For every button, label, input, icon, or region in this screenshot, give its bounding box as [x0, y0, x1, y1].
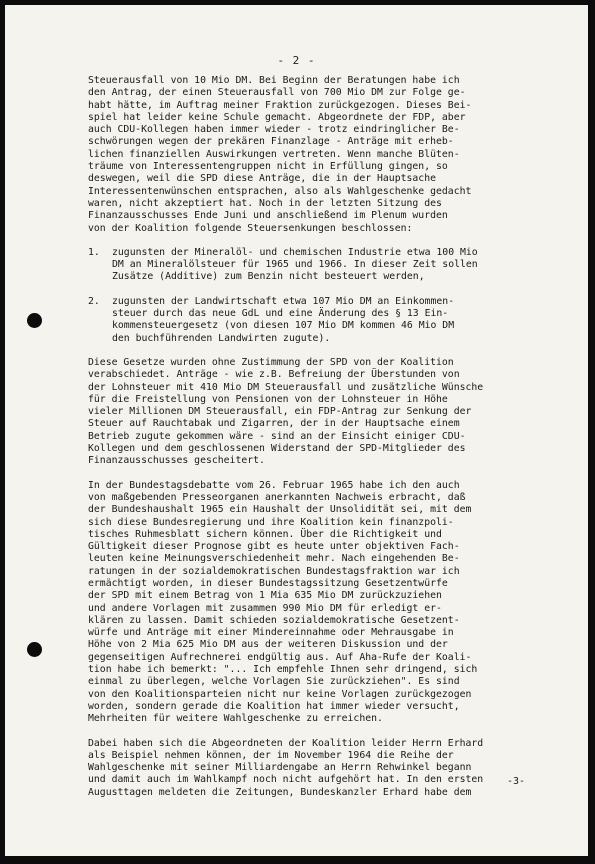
text-line: und andere Vorlagen mit zusammen 990 Mio DM für erledigt er-	[88, 602, 442, 614]
text-line: habt hätte, im Auftrag meiner Fraktion zurückgezogen. Dieses Bei-	[88, 99, 472, 111]
page-number: - 2 -	[277, 54, 316, 67]
text-line: Steuer auf Rauchtabak und Zigarren, der in der Hauptsache einem	[88, 418, 460, 430]
text-line: gegenseitigen Aufrechnerei endgültig aus. Auf Aha-Rufe der Koali-	[88, 651, 472, 663]
document-page	[5, 5, 588, 856]
text-line: Wahlgeschenke mit seiner Milliardengabe an Herrn Rehwinkel begann	[88, 762, 472, 774]
text-line: schwörungen wegen der prekären Finanzlage - Anträge mit erheb-	[88, 136, 454, 148]
list-item-text	[112, 247, 538, 284]
text-line: Zusätze (Additive) zum Benzin nicht besteuert werden,	[112, 271, 425, 283]
text-line: Kollegen und dem geschlossenen Widerstand der SPD-Mitglieder des	[88, 443, 466, 455]
numbered-list	[88, 247, 538, 345]
text-line: von der Koalition folgende Steuersenkungen beschlossen:	[88, 222, 413, 234]
next-page-reference: -3-	[506, 776, 525, 787]
text-line: Gültigkeit dieser Prognose gibt es heute unter objektiven Fach-	[88, 541, 460, 553]
text-line: Augusttagen meldeten die Zeitungen, Bundeskanzler Erhard habe dem	[88, 786, 472, 798]
text-line: ratungen in der sozialdemokratischen Bundestagsfraktion war ich	[88, 565, 460, 577]
text-line: verabschiedet. Anträge - wie z.B. Befreiung der Überstunden von	[88, 369, 460, 381]
text-line: kommensteuergesetz (von diesen 107 Mio DM kommen 46 Mio DM	[112, 320, 455, 332]
text-line: würfe und Anträge mit einer Mindereinnahme oder Mehrausgabe in	[88, 627, 454, 639]
punch-hole	[27, 642, 42, 657]
text-line: Finanzausschusses gescheitert.	[88, 455, 265, 467]
text-line: der SPD mit einem Betrag von 1 Mia 635 Mio DM zurückzuziehen	[88, 590, 442, 602]
text-line: lichen finanziellen Auswirkungen vertreten. Wenn manche Blüten-	[88, 148, 460, 160]
text-line: waren, nicht akzeptiert hat. Noch in der letzten Sitzung des	[88, 197, 442, 209]
paragraph	[88, 480, 538, 726]
text-line: steuer durch das neue GdL und eine Änderung des § 13 Ein-	[112, 308, 449, 320]
text-line: klären zu lassen. Damit schieden sozialdemokratische Gesetzent-	[88, 614, 460, 626]
text-line: auch CDU-Kollegen haben immer wieder - trotz eindringlicher Be-	[88, 124, 460, 136]
text-line: zugunsten der Landwirtschaft etwa 107 Mio DM an Einkommen-	[112, 295, 455, 307]
punch-hole	[27, 313, 42, 328]
list-item	[88, 247, 538, 284]
text-line: tion habe ich bemerkt: "... Ich empfehle Ihnen sehr dringend, sich	[88, 664, 478, 676]
text-line: vieler Millionen DM Steuerausfall, ein FDP-Antrag zur Senkung der	[88, 406, 472, 418]
text-line: Interessentenwünschen entsprachen, also als Wahlgeschenke gedacht	[88, 185, 472, 197]
text-line: einmal zu überlegen, welche Vorlagen Sie zurückziehen". Es sind	[88, 676, 460, 688]
list-item-text	[112, 296, 538, 345]
text-line: Mehrheiten für weitere Wahlgeschenke zu erreichen.	[88, 713, 383, 725]
text-line: von maßgebenden Presseorganen anerkannten Nachweis erbracht, daß	[88, 491, 466, 503]
text-line: Betrieb zugute gekommen wäre - sind an der Einsicht einiger CDU-	[88, 430, 466, 442]
text-line: von den Koalitionsparteien nicht nur keine Vorlagen zurückgezogen	[88, 688, 472, 700]
paragraph	[88, 738, 538, 799]
text-line: leuten keine Meinungsverschiedenheit mehr. Nach eingehenden Be-	[88, 553, 460, 565]
text-line: Dabei haben sich die Abgeordneten der Koalition leider Herrn Erhard	[88, 737, 484, 749]
text-line: zugunsten der Mineralöl- und chemischen Industrie etwa 100 Mio	[112, 246, 478, 258]
text-line: tisches Ruhmesblatt sichern können. Über die Richtigkeit und	[88, 528, 442, 540]
text-line: den Antrag, der einen Steuerausfall von 700 Mio DM zur Folge ge-	[88, 87, 466, 99]
list-item	[88, 296, 538, 345]
text-line: als Beispiel nehmen können, der im November 1964 die Reihe der	[88, 749, 454, 761]
text-line: spiel hat leider keine Schule gemacht. Abgeordnete der FDP, aber	[88, 111, 466, 123]
text-line: für die Freistellung von Pensionen von der Lohnsteuer in Höhe	[88, 393, 448, 405]
text-line: In der Bundestagsdebatte vom 26. Februar 1965 habe ich den auch	[88, 479, 460, 491]
text-line: Finanzausschusses Ende Juni und anschließend im Plenum wurden	[88, 210, 448, 222]
paragraph	[88, 75, 538, 235]
text-line: der Lohnsteuer mit 410 Mio DM Steuerausfall und zusätzliche Wünsche	[88, 381, 484, 393]
list-item-number: 2.	[88, 295, 100, 307]
text-line: sich diese Bundesregierung und ihre Koalition kein finanzpoli-	[88, 516, 454, 528]
paragraphs-after-list	[88, 357, 538, 799]
text-line: Höhe von 2 Mia 625 Mio DM aus der weiteren Diskussion und der	[88, 639, 448, 651]
paragraph	[88, 357, 538, 468]
body-text	[88, 75, 538, 811]
list-item-number: 1.	[88, 246, 100, 258]
paragraphs-before-list	[88, 75, 538, 235]
text-line: der Bundeshaushalt 1965 ein Haushalt der Unsolidität sei, mit dem	[88, 504, 472, 516]
text-line: deswegen, weil die SPD diese Anträge, die in der Hauptsache	[88, 173, 436, 185]
text-line: DM an Mineralölsteuer für 1965 und 1966. In dieser Zeit sollen	[112, 259, 478, 271]
text-line: den buchführenden Landwirten zugute).	[112, 332, 331, 344]
text-line: Steuerausfall von 10 Mio DM. Bei Beginn der Beratungen habe ich	[88, 75, 460, 86]
text-line: Diese Gesetze wurden ohne Zustimmung der SPD von der Koalition	[88, 356, 454, 368]
text-line: träume von Interessentengruppen nicht in Erfüllung gingen, so	[88, 161, 448, 173]
text-line: und damit auch im Wahlkampf noch nicht aufgehört hat. In den ersten	[88, 774, 484, 786]
text-line: worden, sondern gerade die Koalition hat immer wieder versucht,	[88, 700, 460, 712]
text-line: ermächtigt worden, in dieser Bundestagssitzung Gesetzentwürfe	[88, 577, 448, 589]
